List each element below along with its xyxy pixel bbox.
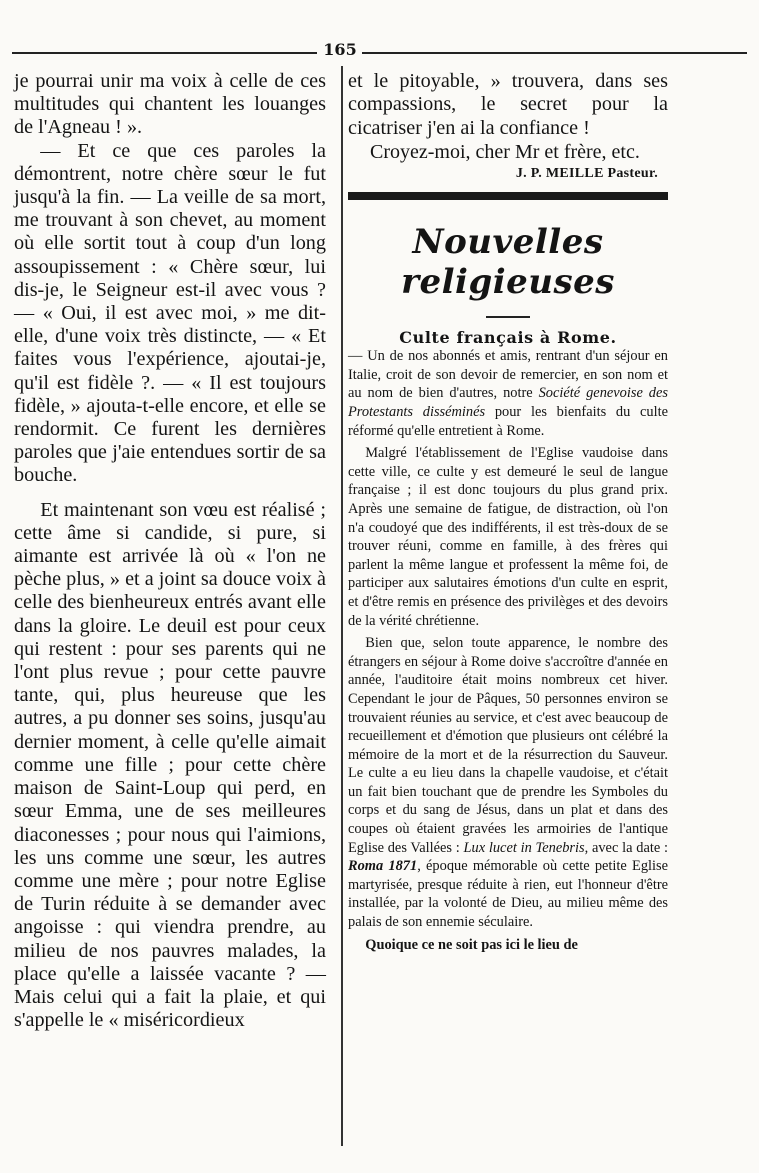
article-paragraph bbox=[348, 347, 668, 440]
motto: Lux lucet in Tenebris bbox=[463, 839, 585, 856]
article-paragraph bbox=[348, 634, 668, 932]
paragraph-continuation: et le pitoyable, » trouvera, dans ses compassions, le secret pour la cicatriser j'en ai la confiance ! bbox=[348, 70, 668, 139]
paragraph: Et maintenant son vœu est réalisé ; cette âme si candide, si pure, si aimante est arrivée là où « l'on ne pèche plus, » et a joint sa douce voix à celle des bienheureux entrés avant elle dans la gloire. Le deuil est pour ceux qui restent : pour ses parents qui ne l'ont plus revue ; pour cette pauvre tante, qui, plus heureuse que les autres, a pu donner ses soins, jusqu'au dernier moment, à celle qu'elle aimait comme une fille ; pour cette chère maison de Saint-Loup qui perd, en sœur Emma, une de ses meilleures diaconesses ; pour nous qui l'aimions, les uns comme une sœur, les autres comme une mère ; pour notre Eglise de Turin réduite à se demander avec angoisse : qui viendra prendre, au milieu de nos pauvres malades, la place qu'elle a laissée vacante ? — Mais celui qui a fait la plaie, et qui s'appelle le « miséricordieux bbox=[14, 498, 326, 1032]
left-column bbox=[14, 70, 326, 1032]
section-rule bbox=[348, 192, 668, 200]
page-number: 165 bbox=[323, 40, 357, 59]
section-title: Nouvelles religieuses bbox=[401, 222, 615, 303]
article-paragraph bbox=[348, 936, 668, 955]
paragraph: — Et ce que ces paroles la démontrent, notre chère sœur le fut jusqu'à la fin. — La veille de sa mort, me trouvant à son chevet, au moment où elle sortit tout à coup d'un long assoupissement : « Chère sœur, lui dis-je, le Seigneur est-il avec vous ? — « Oui, il est avec moi, » me dit-elle, d'une voix très distincte, — « Et faites vous l'expérience, ajoutai-je, qu'il est fidèle ?. — « Il est toujours fidèle, » ajouta-t-elle encore, et elle se rendormit. Ce furent les dernières paroles que j'aie entendues sortir de sa bouche. bbox=[14, 139, 326, 487]
header-rule-right bbox=[362, 52, 747, 54]
header-rule-left bbox=[12, 52, 317, 54]
article-paragraph: Malgré l'établissement de l'Eglise vaudoise dans cette ville, ce culte y est demeuré le seul de langue française ; il est donc toujours du plus grand prix. Après une semaine de fatigue, de distraction, où l'on n'a coudoyé que des indifférents, il est très-doux de se trouver réuni, comme en famille, à des frères qui parlent la même langue et professent la même foi, de participer aux salutaires émotions d'un culte en esprit, et d'être remis en présence des privilèges et des devoirs de la vérité chrétienne. bbox=[348, 445, 668, 629]
text: — Un de nos abonnés et amis, rentrant d'un séjour en Italie, croit de son devoir de remercier, en son nom et au nom de bien d'autres, notre bbox=[348, 348, 668, 402]
column-divider bbox=[341, 66, 343, 1146]
article-title: Culte français à Rome. bbox=[399, 328, 617, 348]
text: Quoique ce ne soit pas ici le lieu de bbox=[365, 936, 578, 953]
date: Roma 1871 bbox=[348, 858, 418, 875]
text: , époque mémorable où cette petite Eglise martyrisée, presque réduite à rien, eut l'honneur d'être installée, par la volonté de Dieu, au milieu même des palais de son ennemie séculaire. bbox=[348, 858, 668, 931]
text: Bien que, selon toute apparence, le nombre des étrangers en séjour à Rome doive s'accroître d'année en année, l'auditoire était moins nombreux cet hiver. Cependant le jour de Pâques, 50 personnes environ se trouvaient réunies au service, et c'est avec beaucoup de recueillement et d'émotion que plusieurs ont célébré la mémoire de la mort et de la résurrection du Sauveur. Le culte a eu lieu dans la chapelle vaudoise, et c'était un fait bien touchant que de prendre les Symboles du corps et du sang de Jésus, dans un plat et dans des coupes où étaient gravées les armoiries de l'antique Eglise des Vallées : bbox=[348, 635, 668, 856]
society-name: Société genevoise des Protestants disséminés bbox=[348, 385, 668, 420]
right-column bbox=[348, 70, 668, 954]
text: , avec la date : bbox=[584, 839, 668, 856]
page-header bbox=[12, 40, 747, 64]
paragraph: je pourrai unir ma voix à celle de ces multitudes qui chantent les louanges de l'Agneau ! ». bbox=[14, 70, 326, 139]
text: pour les bienfaits du culte réformé qu'elle entretient à Rome. bbox=[348, 404, 668, 439]
letter-closing: Croyez-moi, cher Mr et frère, etc. bbox=[370, 141, 640, 164]
title-rule bbox=[486, 316, 530, 318]
signature: J. P. MEILLE Pasteur. bbox=[515, 166, 658, 182]
